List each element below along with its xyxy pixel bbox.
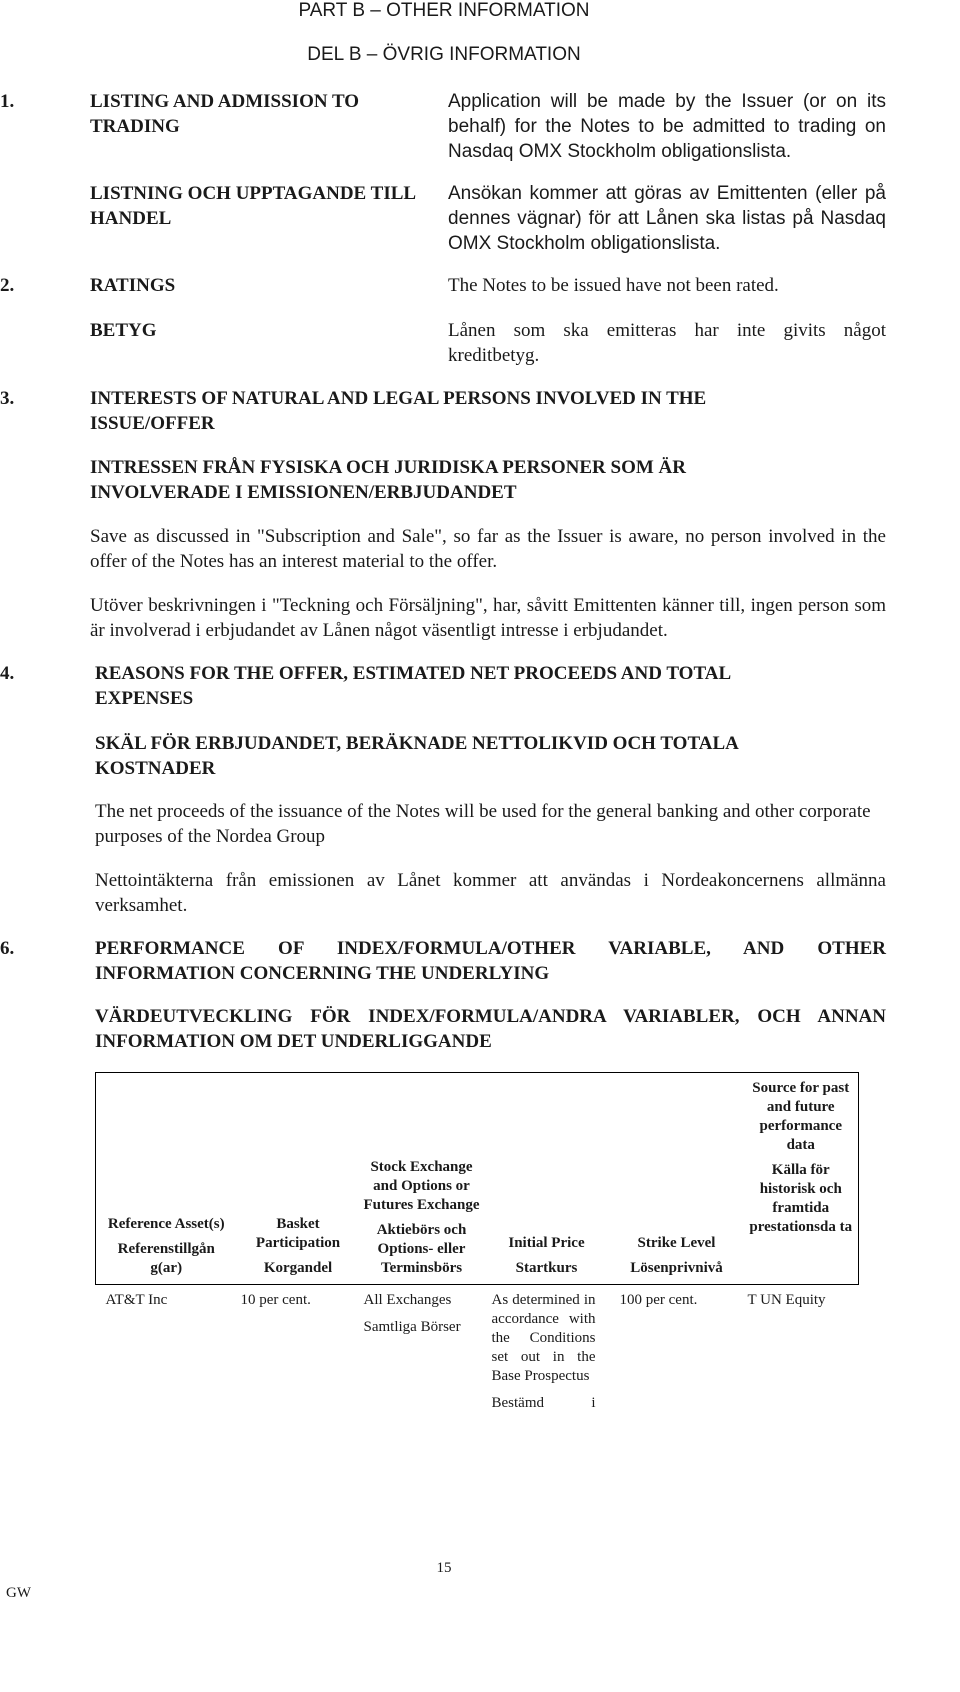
section-4-number: 4. <box>0 663 15 684</box>
table-header-row <box>96 1073 859 1285</box>
header-source-sv: Källa för historisk och framtida prestationsda ta <box>749 1162 853 1235</box>
section-2-title-sv: BETYG <box>90 320 157 341</box>
header-strike-level-en: Strike Level <box>637 1235 716 1251</box>
header-exchange <box>360 1073 484 1285</box>
cell-exchange <box>360 1285 484 1414</box>
footer-initials: GW <box>6 1585 31 1601</box>
section-1-title-sv: LISTNING OCH UPPTAGANDE TILL HANDEL <box>90 183 416 229</box>
header-exchange-sv: Aktiebörs och Options- eller Terminsbörs <box>376 1222 467 1276</box>
cell-asset: AT&T Inc <box>105 1292 168 1308</box>
cell-exchange-en: All Exchanges <box>363 1292 452 1308</box>
section-1-text-en: Application will be made by the Issuer (or on its behalf) for the Notes to be admitted to trading on Nasdaq OMX Stockholm obligationslista. <box>448 91 886 162</box>
cell-strike-level: 100 per cent. <box>619 1292 698 1308</box>
header-strike-level-sv: Lösenprivnivå <box>630 1260 723 1276</box>
section-3-text-en: Save as discussed in "Subscription and Sale", so far as the Issuer is aware, no person involved in the offer of the Notes has an interest material to the offer. <box>90 526 886 572</box>
header-reference-asset <box>96 1073 237 1285</box>
section-1-number: 1. <box>0 91 15 112</box>
header-reference-asset-en: Reference Asset(s) <box>107 1216 225 1232</box>
section-2-title-en: RATINGS <box>90 275 176 296</box>
section-6-title-sv: VÄRDEUTVECKLING FÖR INDEX/FORMULA/ANDRA VARIABLER, OCH ANNAN INFORMATION OM DET UNDERLIGGANDE <box>95 1006 886 1052</box>
section-4-text-sv: Nettointäkterna från emissionen av Lånet kommer att användas i Nordeakoncernens allmänna verksamhet. <box>95 870 886 916</box>
section-4-title-sv: SKÄL FÖR ERBJUDANDET, BERÄKNADE NETTOLIKVID OCH TOTALA KOSTNADER <box>95 733 738 779</box>
section-2-text-en: The Notes to be issued have not been rated. <box>448 275 779 296</box>
reference-asset-table <box>95 1072 859 1413</box>
cell-exchange-sv: Samtliga Börser <box>363 1319 461 1335</box>
section-1-title-en: LISTING AND ADMISSION TO TRADING <box>90 91 360 137</box>
header-basket-participation-sv: Korgandel <box>263 1260 333 1276</box>
header-basket-participation-en: Basket Participation <box>255 1216 341 1251</box>
table-row <box>96 1285 859 1414</box>
cell-initial-price-en: As determined in accordance with the Conditions set out in the Base Prospectus <box>491 1292 596 1384</box>
section-4-title-en: REASONS FOR THE OFFER, ESTIMATED NET PROCEEDS AND TOTAL EXPENSES <box>95 663 731 709</box>
cell-source: T UN Equity <box>747 1292 826 1308</box>
cell-initial-price-sv: Bestämd i <box>491 1395 596 1411</box>
section-1-text-sv: Ansökan kommer att göras av Emittenten (eller på dennes vägnar) för att Lånen ska listas på Nasdaq OMX Stockholm obligationslista. <box>448 183 886 254</box>
cell-participation: 10 per cent. <box>240 1292 311 1308</box>
section-6-number: 6. <box>0 938 15 959</box>
section-2-text-sv: Lånen som ska emitteras har inte givits något kreditbetyg. <box>448 320 886 366</box>
section-3-text-sv: Utöver beskrivningen i "Teckning och Försäljning", har, såvitt Emittenten känner till, ingen person som är involverad i erbjudandet av Lånen något väsentligt intresse i erbjudandet. <box>90 595 886 641</box>
cell-initial-price <box>484 1285 610 1414</box>
section-3-number: 3. <box>0 388 15 409</box>
section-4-text-en: The net proceeds of the issuance of the Notes will be used for the general banking and other corporate purposes of the Nordea Group <box>95 801 871 847</box>
header-source-en: Source for past and future performance data <box>752 1080 850 1153</box>
header-exchange-en: Stock Exchange and Options or Futures Exchange <box>363 1159 480 1213</box>
header-source <box>744 1073 859 1285</box>
part-title-sv: DEL B – ÖVRIG INFORMATION <box>307 44 581 65</box>
section-6-title-en: PERFORMANCE OF INDEX/FORMULA/OTHER VARIABLE, AND OTHER INFORMATION CONCERNING THE UNDERLYING <box>95 938 886 984</box>
header-strike-level <box>610 1073 744 1285</box>
section-2-number: 2. <box>0 275 15 296</box>
section-3-title-sv: INTRESSEN FRÅN FYSISKA OCH JURIDISKA PERSONER SOM ÄR INVOLVERADE I EMISSIONEN/ERBJUDANDET <box>90 457 686 503</box>
header-initial-price-sv: Startkurs <box>515 1260 578 1276</box>
header-initial-price-en: Initial Price <box>508 1235 585 1251</box>
page-number: 15 <box>436 1560 452 1576</box>
section-3-title-en: INTERESTS OF NATURAL AND LEGAL PERSONS INVOLVED IN THE ISSUE/OFFER <box>90 388 707 434</box>
header-basket-participation <box>237 1073 360 1285</box>
header-reference-asset-sv: Referenstillgån g(ar) <box>117 1241 215 1276</box>
part-title-en: PART B – OTHER INFORMATION <box>298 0 590 21</box>
header-initial-price <box>484 1073 610 1285</box>
